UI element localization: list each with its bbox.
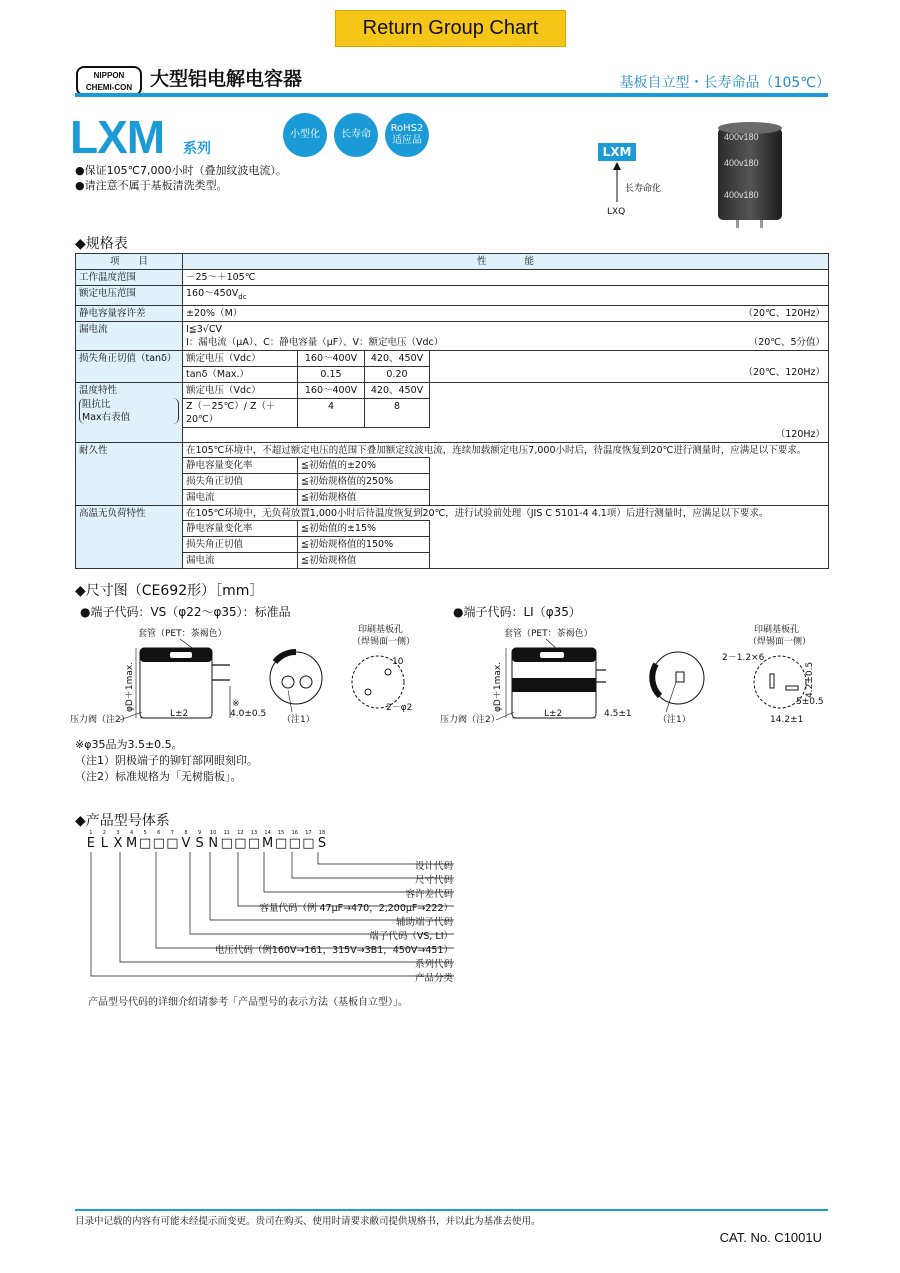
svg-text:φD＋1max.: φD＋1max. (125, 661, 135, 712)
row-label: 漏电流 (76, 321, 183, 350)
svg-text:压力阀（注2）: 压力阀（注2） (440, 715, 500, 725)
pn-digit: 9 (198, 830, 202, 836)
spec-header-row (76, 254, 829, 270)
svg-text:400v180: 400v180 (724, 158, 759, 168)
dim-note-3: （注2）标准规格为「无树脂板」。 (75, 770, 242, 783)
pn-symbol: □ (166, 836, 179, 851)
pn-char (152, 830, 166, 851)
pn-symbol: □ (288, 836, 301, 851)
pn-digit: 11 (223, 830, 230, 836)
table-row (76, 350, 829, 382)
svg-text:（注1）: （注1） (282, 715, 315, 725)
svg-text:（焊锡面一侧）: （焊锡面一侧） (748, 637, 812, 647)
pn-digit: 18 (318, 830, 326, 836)
row-label: 耐久性 (76, 442, 183, 505)
svg-text:5±0.5: 5±0.5 (796, 697, 824, 707)
badge-rohs: RoHS2 适应品 (385, 113, 429, 157)
svg-text:10: 10 (392, 657, 404, 667)
pn-label-tolerance: 容许差代码 (405, 889, 453, 900)
row-value: ±20%（M） （20℃、120Hz） (183, 305, 829, 321)
pn-digit: 4 (130, 830, 134, 836)
row-label: 高温无负荷特性 (76, 505, 183, 568)
table-row (76, 286, 829, 306)
row-value: 在105℃环境中，无负荷放置1,000小时后待温度恢复到20℃，进行试验前处理（JIS C 5101-4 4.1项）后进行测量时，应满足以下要求。 静电容量变化率 ≦初始值的±15% 损失角正切值 ≦初始规格值的150% 漏电流 ≦初始规格值 (183, 505, 829, 568)
bullet-1: ●保证105℃7,000小时（叠加纹波电流）。 (75, 164, 287, 177)
svg-text:4.5±1: 4.5±1 (604, 709, 632, 719)
pn-section-title: ◆产品型号体系 (75, 813, 170, 829)
pn-char (179, 830, 193, 851)
row-value: I≦3√CV I：漏电流（μA）、C：静电容量（μF）、V：额定电压（Vdc） （20℃、5分值） (183, 321, 829, 350)
logo-line2: CHEMI-CON (85, 83, 133, 92)
pn-symbol: X (113, 836, 123, 851)
pn-char (274, 830, 288, 851)
svg-text:印刷基板孔: 印刷基板孔 (754, 625, 800, 635)
pn-digit: 15 (278, 830, 285, 836)
pn-symbol: N (208, 836, 219, 851)
pn-symbol: L (100, 836, 109, 851)
svg-text:400v180: 400v180 (724, 190, 759, 200)
up-arrow-icon (610, 162, 624, 202)
pn-digit: 17 (305, 830, 312, 836)
pn-note: 产品型号代码的详细介绍请参考「产品型号的表示方法（基板自立型）」。 (88, 997, 408, 1008)
svg-text:套管（PET：茶褐色）: 套管（PET：茶褐色） (138, 629, 227, 639)
pn-label-size: 尺寸代码 (414, 875, 453, 886)
pn-char (98, 830, 112, 851)
li-dimension-drawing (440, 620, 830, 735)
logo-line1: NIPPON (93, 71, 125, 80)
pn-symbol: E (86, 836, 95, 851)
header-perf: 性 能 (183, 254, 829, 270)
pn-char (247, 830, 261, 851)
row-label: 工作温度范围 (76, 270, 183, 286)
pn-char (125, 830, 139, 851)
pn-symbol: □ (152, 836, 165, 851)
table-row (76, 442, 829, 505)
svg-text:（注1）: （注1） (658, 715, 691, 725)
diagram-lxq: LXQ (607, 207, 626, 217)
vs-title: ●端子代码：VS（φ22～φ35）：标准品 (80, 605, 291, 619)
footer-rule (75, 1209, 828, 1211)
pn-digit: 13 (250, 830, 258, 836)
return-group-chart-button[interactable]: Return Group Chart (335, 10, 566, 47)
row-label: 额定电压范围 (76, 286, 183, 306)
pn-digit: 3 (116, 830, 120, 836)
svg-text:套管（PET：茶褐色）: 套管（PET：茶褐色） (504, 629, 593, 639)
svg-text:L±2: L±2 (544, 709, 563, 719)
svg-text:2－1.2×6: 2－1.2×6 (722, 653, 765, 663)
pn-char (206, 830, 220, 851)
series-name: LXM (70, 111, 165, 163)
dim-note-2: （注1）阴极端子的铆钉部网眼刻印。 (75, 754, 258, 767)
svg-text:4.2±0.5: 4.2±0.5 (805, 661, 815, 698)
pn-symbol: V (181, 836, 191, 851)
diagram-arrow-label: 长寿命化 (625, 184, 662, 194)
table-row (76, 505, 829, 568)
pn-label-voltage: 电压代码（例160V→161，315V→3B1，450V→451） (214, 945, 453, 956)
pn-digit: 2 (102, 830, 106, 836)
pn-digit: 1 (89, 830, 93, 836)
footer-disclaimer: 目录中记载的内容有可能未经提示而变更。贵司在购买、使用时请要求敝司提供规格书，并以此为基准去使用。 (75, 1216, 541, 1227)
row-label: 温度特性 阻抗比 Max右表值 (76, 382, 183, 442)
svg-text:※: ※ (232, 699, 240, 709)
page-subtitle: 基板自立型・长寿命品（105℃） (619, 75, 830, 91)
pn-char (220, 830, 234, 851)
pn-label-terminal: 端子代码（VS, LI） (369, 931, 453, 942)
bullet-2: ●请注意不属于基板清洗类型。 (75, 179, 228, 192)
pn-symbol: □ (139, 836, 152, 851)
dim-section-title: ◆尺寸图（CE692形）［mm］ (75, 583, 264, 599)
dim-note-1: ※φ35品为3.5±0.5。 (75, 738, 183, 751)
row-value: 额定电压（Vdc） 160～400V 420、450V Z（－25℃）/ Z（＋20℃） 4 8 （120Hz） (183, 382, 829, 442)
pn-char (84, 830, 98, 851)
svg-text:L±2: L±2 (170, 709, 189, 719)
badge-long-life: 长寿命 (334, 113, 378, 157)
header-rule (75, 93, 828, 97)
header-item: 项 目 (76, 254, 183, 270)
row-label: 静电容量容许差 (76, 305, 183, 321)
svg-text:压力阀（注2）: 压力阀（注2） (70, 715, 130, 725)
row-value: －25～＋105℃ (183, 270, 829, 286)
table-row (76, 382, 829, 442)
pn-char (261, 830, 275, 851)
table-row (76, 321, 829, 350)
pn-symbol: S (317, 836, 327, 851)
pn-digit: 12 (237, 830, 244, 836)
pn-symbol: □ (302, 836, 315, 851)
pn-char (315, 830, 329, 851)
pn-char (166, 830, 180, 851)
pn-char (138, 830, 152, 851)
li-title: ●端子代码：LI（φ35） (453, 605, 581, 619)
svg-text:φD＋1max.: φD＋1max. (493, 661, 503, 712)
spec-section-title: ◆规格表 (75, 236, 128, 252)
pn-char (234, 830, 248, 851)
series-suffix: 系列 (183, 141, 211, 157)
row-value: 在105℃环境中，不超过额定电压的范围下叠加额定纹波电流，连续加载额定电压7,000小时后，待温度恢复到20℃进行测量时，应满足以下要求。 静电容量变化率 ≦初始值的±20% 损失角正切值 ≦初始规格值的250% 漏电流 ≦初始规格值 (183, 442, 829, 505)
page-title: 大型铝电解电容器 (150, 68, 303, 90)
pn-symbol: □ (247, 836, 261, 851)
catalog-number: CAT. No. C1001U (719, 1230, 822, 1245)
spec-table (75, 253, 829, 569)
svg-text:2－φ2: 2－φ2 (386, 703, 413, 713)
pn-digit: 14 (264, 830, 271, 836)
pn-char (193, 830, 207, 851)
svg-text:（焊锡面一侧）: （焊锡面一侧） (352, 637, 416, 647)
pn-char (288, 830, 302, 851)
pn-digit: 10 (210, 830, 217, 836)
pn-digit: 16 (291, 830, 298, 836)
pn-symbol: S (195, 836, 204, 851)
pn-label-aux-terminal: 辅助端子代码 (395, 917, 453, 928)
pn-label-series: 系列代码 (414, 959, 453, 970)
pn-digit: 7 (170, 830, 174, 836)
pn-char (302, 830, 316, 851)
vs-dimension-drawing (70, 620, 430, 735)
pn-label-capacitance: 容量代码（例 47μF→470，2,200μF→222） (259, 903, 453, 914)
badge-compact: 小型化 (283, 113, 327, 157)
pn-char (111, 830, 125, 851)
pn-symbol: □ (234, 836, 247, 851)
table-row (76, 270, 829, 286)
svg-text:14.2±1: 14.2±1 (770, 715, 804, 725)
pn-digit: 6 (157, 830, 161, 836)
pn-symbol: □ (220, 836, 233, 851)
svg-text:印刷基板孔: 印刷基板孔 (358, 625, 404, 635)
pn-label-design: 设计代码 (414, 861, 453, 872)
pn-digit: 8 (184, 830, 188, 836)
table-row (76, 305, 829, 321)
svg-text:400v180: 400v180 (724, 132, 759, 142)
row-value: $160\sim 450V_{dc}$ (183, 286, 829, 306)
pn-symbol: M (125, 836, 138, 851)
row-value: 额定电压（Vdc） 160～400V 420、450V tanδ（Max.） 0.15 0.20 （20℃、120Hz） (183, 350, 829, 382)
row-label: 损失角正切值（tanδ） (76, 350, 183, 382)
pn-symbol: □ (275, 836, 288, 851)
pn-code (84, 830, 334, 852)
capacitor-photo (710, 118, 792, 230)
company-logo (76, 66, 142, 96)
pn-label-category: 产品分类 (414, 973, 453, 984)
pn-digit: 5 (143, 830, 147, 836)
pn-symbol: M (261, 836, 274, 851)
svg-text:4.0±0.5: 4.0±0.5 (230, 709, 267, 719)
diagram-lxm-box: LXM (598, 143, 636, 161)
